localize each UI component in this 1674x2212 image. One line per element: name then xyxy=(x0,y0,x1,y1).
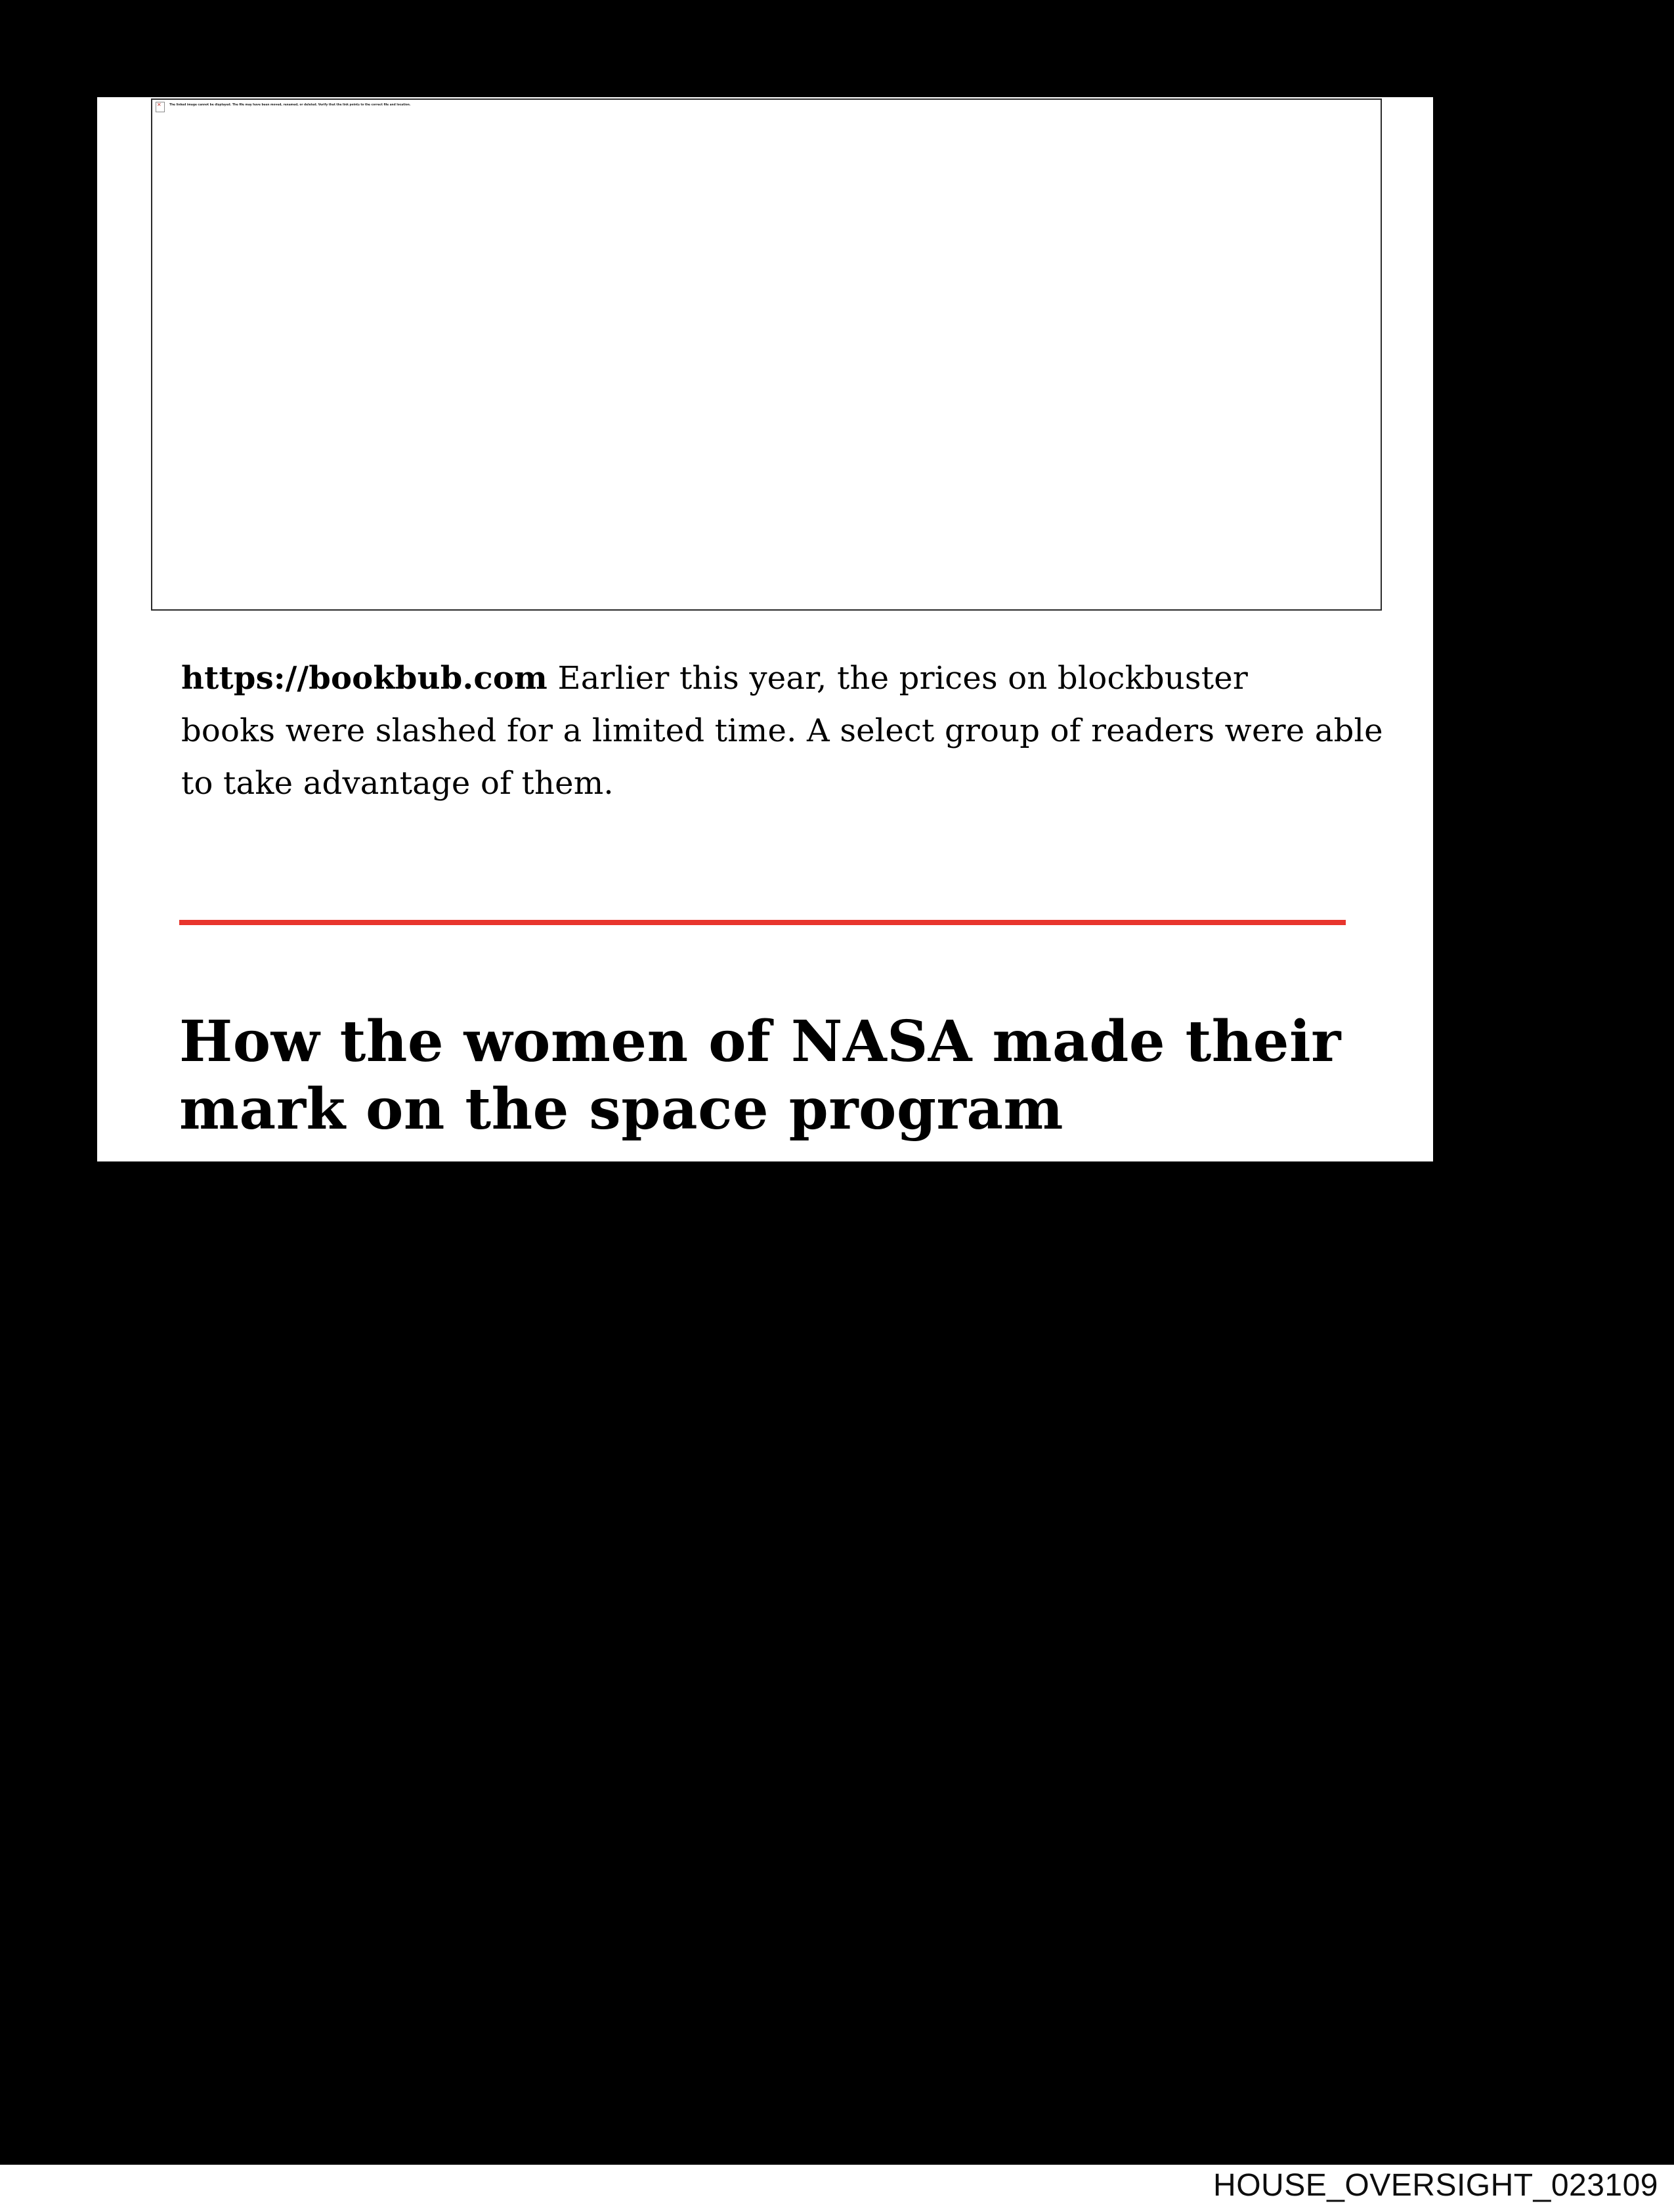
paragraph-line-1 xyxy=(181,652,1383,705)
red-divider-rule xyxy=(179,920,1346,925)
broken-image-icon xyxy=(156,102,165,112)
paragraph-line-2: books were slashed for a limited time. A select group of readers were able xyxy=(181,712,1383,749)
headline-line-1: How the women of NASA made their xyxy=(179,1008,1341,1075)
footer-strip xyxy=(0,2165,1674,2212)
intro-paragraph xyxy=(181,652,1383,810)
paragraph-line-3: to take advantage of them. xyxy=(181,765,614,802)
image-placeholder-row xyxy=(156,102,1377,112)
bates-number: HOUSE_OVERSIGHT_023109 xyxy=(1213,2168,1658,2203)
article-headline xyxy=(179,1008,1341,1143)
paragraph-line-1-text: Earlier this year, the prices on blockbuster xyxy=(547,660,1248,697)
image-placeholder-message: The linked image cannot be displayed. The file may have been moved, renamed, or deleted. Verify that the link points to the correct file and location. xyxy=(169,102,411,106)
headline-line-2: mark on the space program xyxy=(179,1076,1064,1142)
image-placeholder-box xyxy=(151,98,1382,611)
bookbub-link[interactable]: https://bookbub.com xyxy=(181,660,548,697)
broken-image-mark: ✕ xyxy=(157,102,161,108)
email-content-sheet xyxy=(97,97,1433,1161)
